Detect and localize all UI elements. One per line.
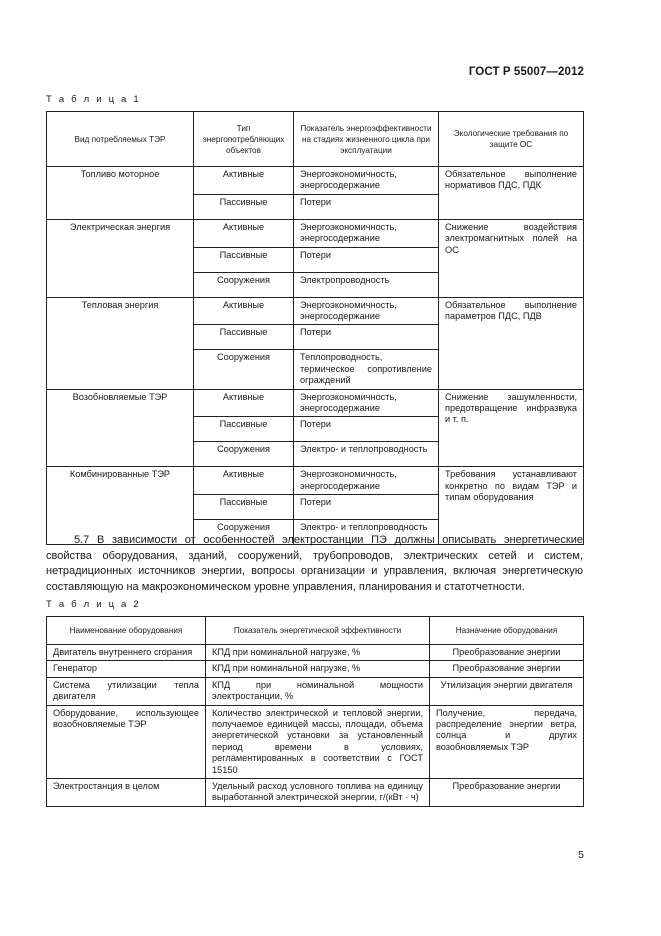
- table1-caption: Т а б л и ц а 1: [46, 94, 141, 105]
- table2-equipment-cell: Генератор: [47, 661, 206, 677]
- table1: [46, 111, 584, 545]
- table1-type-cell: Пассивные: [194, 495, 294, 520]
- table1-resource-cell: Возобновляемые ТЭР: [47, 389, 194, 467]
- table1-indicator-cell: Потери: [294, 495, 439, 520]
- table1-resource-cell: Тепловая энергия: [47, 297, 194, 389]
- table1-indicator-cell: Электропроводность: [294, 272, 439, 297]
- table-row: [47, 661, 584, 677]
- table2-indicator-cell: КПД при номинальной мощности электростанции, %: [206, 677, 430, 705]
- table1-indicator-cell: Теплопроводность, термическое сопротивление ограждений: [294, 350, 439, 389]
- table1-resource-cell: Топливо моторное: [47, 167, 194, 220]
- table1-type-cell: Активные: [194, 467, 294, 495]
- table2-indicator-cell: Количество электрической и тепловой энергии, получаемое единицей массы, площади, объема энергетической установки за установленный период времени в условиях, регламентированных в соответствии с ГОСТ 15150: [206, 705, 430, 778]
- page-number: 5: [578, 849, 584, 861]
- table2-equipment-cell: Оборудование, использующее возобновляемые ТЭР: [47, 705, 206, 778]
- table2-purpose-cell: Преобразование энергии: [430, 645, 584, 661]
- table1-type-cell: Активные: [194, 297, 294, 325]
- table1-indicator-cell: Электро- и теплопроводность: [294, 442, 439, 467]
- standard-designation: ГОСТ Р 55007—2012: [468, 66, 584, 78]
- table2: [46, 616, 584, 807]
- table1-indicator-cell: Потери: [294, 417, 439, 442]
- table2-equipment-cell: Двигатель внутреннего сгорания: [47, 645, 206, 661]
- table1-indicator-cell: Энергоэкономичность, энергосодержание: [294, 389, 439, 417]
- table1-indicator-cell: Потери: [294, 247, 439, 272]
- table2-header-equipment: Наименование оборудования: [47, 617, 206, 645]
- table1-type-cell: Активные: [194, 167, 294, 195]
- table2-caption: Т а б л и ц а 2: [46, 599, 141, 610]
- table1-type-cell: Пассивные: [194, 417, 294, 442]
- table2-indicator-cell: КПД при номинальной нагрузке, %: [206, 645, 430, 661]
- table1-type-cell: Активные: [194, 219, 294, 247]
- table2-equipment-cell: Электростанция в целом: [47, 779, 206, 807]
- paragraph-text: В зависимости от особенностей электростанции ПЭ должны описывать энергетические свойства оборудования, зданий, сооружений, трубопроводов, электрических сетей и систем, нетрадиционных источников энергии, вопросы организации и управления, включая энергетическую составляющую на макроэкономическом уровне управления, планирования и статотчетности.: [46, 534, 583, 593]
- table1-type-cell: Пассивные: [194, 325, 294, 350]
- table1-type-cell: Пассивные: [194, 247, 294, 272]
- table2-purpose-cell: Преобразование энергии: [430, 779, 584, 807]
- table2-equipment-cell: Система утилизации тепла двигателя: [47, 677, 206, 705]
- table2-header-purpose: Назначение оборудования: [430, 617, 584, 645]
- table1-eco-cell: Обязательное выполнение нормативов ПДС, ПДК: [439, 167, 584, 220]
- table1-indicator-cell: Потери: [294, 325, 439, 350]
- table1-type-cell: Пассивные: [194, 194, 294, 219]
- table-row: [47, 389, 584, 417]
- table1-eco-cell: Требования устанавливают конкретно по видам ТЭР и типам оборудования: [439, 467, 584, 545]
- table-row: [47, 677, 584, 705]
- table1-type-cell: Сооружения: [194, 350, 294, 389]
- table2-purpose-cell: Получение, передача, распределение энергии ветра, солнца и других возобновляемых ТЭР: [430, 705, 584, 778]
- paragraph-5-7: [46, 533, 583, 595]
- table1-resource-cell: Электрическая энергия: [47, 219, 194, 297]
- table1-body: [47, 167, 584, 545]
- table1-indicator-cell: Энергоэкономичность, энергосодержание: [294, 297, 439, 325]
- table-row: [47, 705, 584, 778]
- table1-indicator-cell: Энергоэкономичность, энергосодержание: [294, 467, 439, 495]
- table1-type-cell: Сооружения: [194, 442, 294, 467]
- table-row: [47, 297, 584, 325]
- table2-indicator-cell: КПД при номинальной нагрузке, %: [206, 661, 430, 677]
- table1-indicator-cell: Электро- и теплопроводность: [294, 520, 439, 545]
- table-row: [47, 467, 584, 495]
- table1-header-eco: Экологические требования по защите ОС: [439, 112, 584, 167]
- table2-purpose-cell: Утилизация энергии двигателя: [430, 677, 584, 705]
- table1-indicator-cell: Потери: [294, 194, 439, 219]
- table1-eco-cell: Снижение воздействия электромагнитных полей на ОС: [439, 219, 584, 297]
- table2-header-row: [47, 617, 584, 645]
- table1-indicator-cell: Энергоэкономичность, энергосодержание: [294, 219, 439, 247]
- table2-indicator-cell: Удельный расход условного топлива на единицу выработанной электрической энергии, г/(кВт · ч): [206, 779, 430, 807]
- table1-type-cell: Активные: [194, 389, 294, 417]
- table1-eco-cell: Обязательное выполнение параметров ПДС, ПДВ: [439, 297, 584, 389]
- table1-resource-cell: Комбинированные ТЭР: [47, 467, 194, 545]
- table1-header-type: Тип энергопотребляющих объектов: [194, 112, 294, 167]
- table-row: [47, 779, 584, 807]
- table1-header-indicator: Показатель энергоэффективности на стадиях жизненного цикла при эксплуатации: [294, 112, 439, 167]
- table1-eco-cell: Снижение зашумленности, предотвращение инфразвука и т. п.: [439, 389, 584, 467]
- table1-type-cell: Сооружения: [194, 520, 294, 545]
- table2-purpose-cell: Преобразование энергии: [430, 661, 584, 677]
- table1-indicator-cell: Энергоэкономичность, энергосодержание: [294, 167, 439, 195]
- table-row: [47, 219, 584, 247]
- table2-body: [47, 645, 584, 807]
- table-row: [47, 645, 584, 661]
- table2-header-indicator: Показатель энергетической эффективности: [206, 617, 430, 645]
- paragraph-number: 5.7: [74, 534, 90, 546]
- table1-header-resource: Вид потребляемых ТЭР: [47, 112, 194, 167]
- table-row: [47, 167, 584, 195]
- table1-header-row: [47, 112, 584, 167]
- table1-type-cell: Сооружения: [194, 272, 294, 297]
